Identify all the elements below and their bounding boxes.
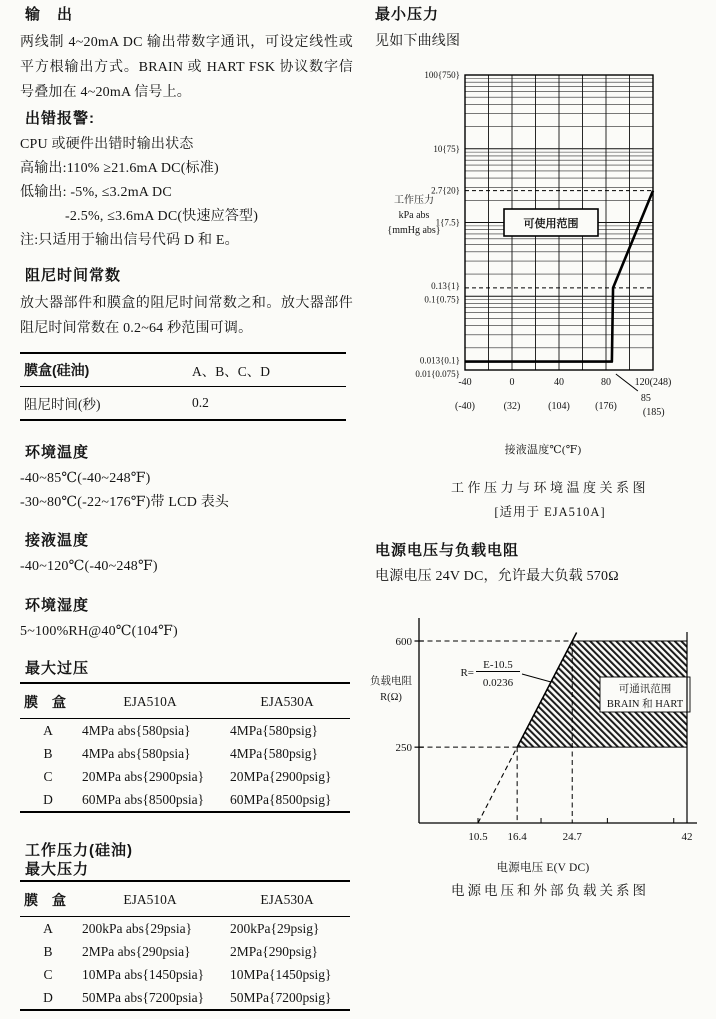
table-row [20,387,346,421]
svg-text:BRAIN 和 HART: BRAIN 和 HART [606,699,684,710]
chart1-title: 工作压力与环境温度关系图 [450,480,649,495]
alarm-line-4: -2.5%, ≤3.6mA DC(快速应答型) [65,209,259,224]
svg-text:10{75}: 10{75} [433,143,460,154]
table-row [20,963,350,986]
cell: 4MPa abs{580psia} [82,723,191,738]
chart1-xaxis-caption: 接液温度℃(℉) [504,444,582,456]
alarm-heading: 出错报警: [25,110,95,127]
min-pressure-note: 见如下曲线图 [375,34,461,49]
cell: 200kPa abs{29psia} [82,921,193,936]
working-pressure-heading: 工作压力(硅油) [25,842,133,859]
ambient-temp-line-1: -40~85℃(-40~248℉) [20,471,151,486]
alarm-line-1: CPU 或硬件出错时输出状态 [20,137,194,152]
svg-text:80: 80 [601,377,611,388]
chart2-title: 电源电压和外部负载关系图 [451,883,649,898]
cell: 60MPa abs{8500psia} [76,788,224,812]
table-row [20,940,350,963]
svg-text:40: 40 [554,377,564,388]
svg-text:0.1{0.75}: 0.1{0.75} [424,294,460,305]
svg-text:250: 250 [395,742,412,755]
ambient-temp-line-2: -30~80℃(-22~176℉)带 LCD 表头 [20,495,230,510]
cell: C [43,967,53,982]
cell: B [43,944,53,959]
damping-table [20,352,346,421]
svg-text:0.013{0.1}: 0.013{0.1} [419,355,460,366]
alarm-line-5: 注:只适用于输出信号代码 D 和 E。 [20,233,239,248]
cell: 4MPa{580psig} [230,723,318,738]
working-pressure-table [20,880,350,1011]
working-pressure-col2: EJA530A [224,881,350,917]
cell: 20MPa{2900psig} [230,769,332,784]
table-row [20,719,350,743]
cell: 200kPa{29psig} [230,921,320,936]
svg-text:kPa abs: kPa abs [398,210,430,221]
cell: 10MPa{1450psig} [230,967,332,982]
svg-text:24.7: 24.7 [562,831,582,843]
cell: 50MPa abs{7200psia} [76,986,224,1010]
alarm-line-3: 低输出: -5%, ≤3.2mA DC [20,185,172,200]
pressure-temperature-chart [370,60,716,435]
cell: 60MPa{8500psig} [224,788,350,812]
overpressure-heading: 最大过压 [25,660,90,677]
svg-text:120(248): 120(248) [634,377,672,388]
svg-text:可通讯范围: 可通讯范围 [618,684,672,695]
chart2-xaxis-caption: 电源电压 E(V DC) [496,862,590,874]
svg-text:1{7.5}: 1{7.5} [435,217,460,228]
overpressure-col2: EJA530A [224,683,350,719]
cell: A [43,921,53,936]
alarm-line-2: 高输出:110% ≥21.6mA DC(标准) [20,161,219,176]
svg-text:E-10.5: E-10.5 [483,659,513,671]
damping-row1-label: 膜盒(硅油) [20,353,188,387]
cell: 2MPa abs{290psia} [82,944,191,959]
output-heading: 输 出 [25,6,74,23]
cell: 10MPa abs{1450psia} [82,967,205,982]
chart1-subtitle: [适用于 EJA510A] [494,505,606,519]
alarm-lines [20,133,360,253]
overpressure-col1: EJA510A [76,683,224,719]
working-pressure-col1: EJA510A [76,881,224,917]
ambient-temp-heading: 环境温度 [25,444,90,461]
table-row [20,765,350,788]
cell: 4MPa{580psig} [230,746,318,761]
svg-text:(32): (32) [503,401,521,412]
cell: 2MPa{290psig} [230,944,318,959]
svg-text:可使用范围: 可使用范围 [523,218,579,230]
svg-text:负载电阻: 负载电阻 [370,676,412,687]
svg-text:0.01{0.075}: 0.01{0.075} [415,369,460,379]
output-paragraph: 两线制 4~20mA DC 输出带数字通讯，可设定线性或平方根输出方式。BRAIN 或 HART FSK 协议数字信号叠加在 4~20mA 信号上。 [20,35,353,100]
damping-row1-value: A、B、C、D [188,353,346,387]
process-temp-line: -40~120℃(-40~248℉) [20,559,158,574]
damping-row2-value: 0.2 [192,395,209,410]
svg-text:10.5: 10.5 [468,831,488,843]
supply-voltage-load-chart [370,598,716,846]
humidity-heading: 环境湿度 [25,597,90,614]
svg-text:(-40): (-40) [455,401,475,412]
svg-text:{mmHg abs}: {mmHg abs} [387,225,441,236]
damping-paragraph: 放大器部件和膜盒的阻尼时间常数之和。放大器部件阻尼时间常数在 0.2~64 秒范围可调。 [20,296,353,336]
working-pressure-col0: 膜 盒 [20,881,76,917]
cell: D [20,788,76,812]
overpressure-col0: 膜 盒 [20,683,76,719]
svg-text:42: 42 [681,831,693,843]
damping-heading: 阻尼时间常数 [25,267,122,284]
table-row [20,742,350,765]
supply-body: 电源电压 24V DC，允许最大负载 570Ω [375,569,619,584]
working-pressure-subheading: 最大压力 [25,861,90,878]
table-row [20,917,350,941]
svg-text:(104): (104) [548,401,570,412]
table-header-row [20,881,350,917]
svg-text:0.13{1}: 0.13{1} [431,280,460,291]
svg-text:100{750}: 100{750} [424,70,460,80]
svg-text:0.0236: 0.0236 [482,677,514,689]
svg-text:16.4: 16.4 [507,831,527,843]
svg-text:-40: -40 [458,377,472,388]
svg-text:R(Ω): R(Ω) [380,692,402,703]
ambient-temp-lines [20,467,360,515]
cell: B [43,746,53,761]
table-row [20,353,346,387]
damping-row2-label: 阻尼时间(秒) [24,397,101,412]
svg-text:0: 0 [509,377,515,388]
cell: A [43,723,53,738]
table-header-row [20,683,350,719]
svg-text:85: 85 [640,393,651,404]
humidity-line: 5~100%RH@40℃(104℉) [20,624,178,639]
min-pressure-heading: 最小压力 [375,6,440,23]
svg-text:工作压力: 工作压力 [394,195,434,206]
svg-text:600: 600 [395,636,412,648]
process-temp-heading: 接液温度 [25,532,90,549]
cell: C [43,769,53,784]
supply-heading: 电源电压与负载电阻 [375,542,520,559]
svg-text:2.7{20}: 2.7{20} [431,185,460,196]
svg-text:(185): (185) [642,407,665,418]
svg-text:R=: R= [460,667,474,679]
cell: 50MPa{7200psig} [224,986,350,1010]
cell: D [20,986,76,1010]
cell: 20MPa abs{2900psia} [82,769,205,784]
overpressure-table [20,682,350,813]
table-row [20,788,350,812]
cell: 4MPa abs{580psia} [82,746,191,761]
svg-text:(176): (176) [595,401,617,412]
table-row [20,986,350,1010]
